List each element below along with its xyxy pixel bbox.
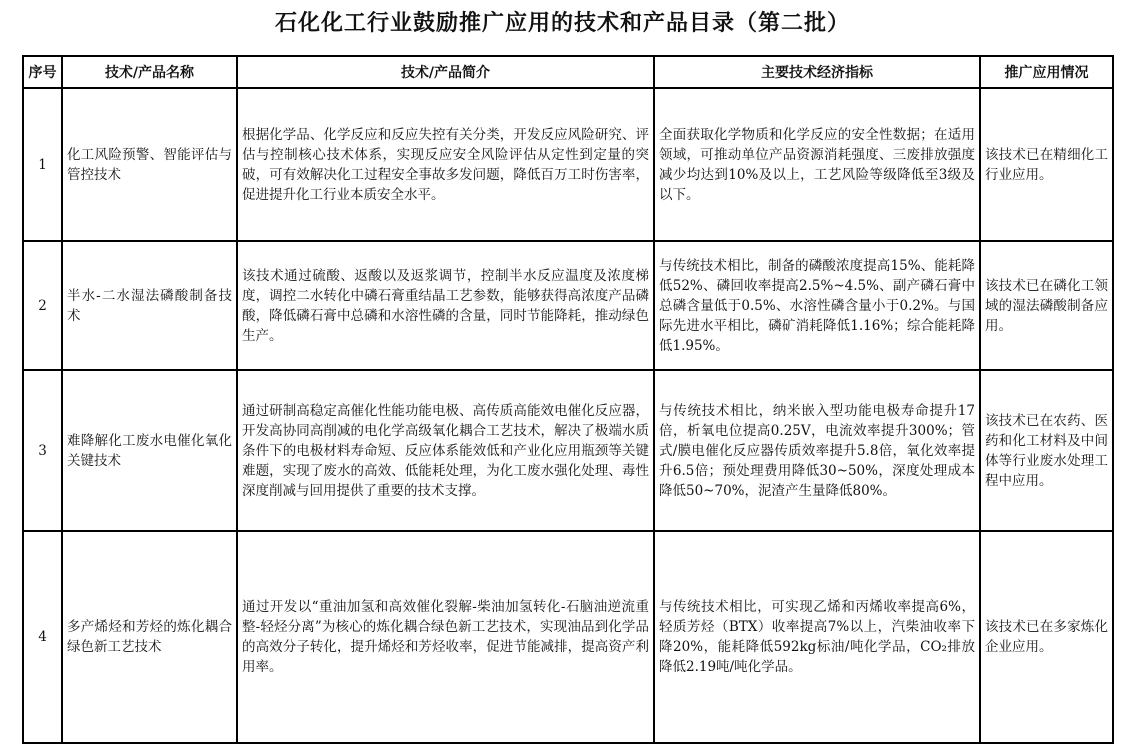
- cell-name: 化工风险预警、智能评估与管控技术: [62, 88, 237, 241]
- cell-intro: 通过研制高稳定高催化性能功能电极、高传质高能效电催化反应器，开发高协同高削减的电化学高级氧化耦合工艺技术，解决了极端水质条件下的电极材料寿命短、反应体系能效低和产业化应用瓶颈等关键难题，实现了废水的高效、低能耗处理，为化工废水强化处理、毒性深度削减与回用提供了重要的技术支撑。: [237, 370, 654, 531]
- cell-seq: 2: [23, 241, 62, 370]
- cell-status: 该技术已在多家炼化企业应用。: [980, 531, 1113, 743]
- header-indicators: 主要技术经济指标: [654, 56, 980, 88]
- cell-status: 该技术已在磷化工领域的湿法磷酸制备应用。: [980, 241, 1113, 370]
- table-row: [23, 531, 1113, 743]
- header-status: 推广应用情况: [980, 56, 1113, 88]
- table-row: [23, 88, 1113, 241]
- page-title: 石化化工行业鼓励推广应用的技术和产品目录（第二批）: [274, 11, 850, 36]
- table-row: [23, 370, 1113, 531]
- cell-name: 难降解化工废水电催化氧化关键技术: [62, 370, 237, 531]
- cell-name: 半水-二水湿法磷酸制备技术: [62, 241, 237, 370]
- cell-name: 多产烯烃和芳烃的炼化耦合绿色新工艺技术: [62, 531, 237, 743]
- catalog-table: [22, 55, 1114, 744]
- cell-seq: 4: [23, 531, 62, 743]
- table-header-row: [23, 56, 1113, 88]
- cell-indicators: 与传统技术相比，制备的磷酸浓度提高15%、能耗降低52%、磷回收率提高2.5%~4.5%、副产磷石膏中总磷含量低于0.5%、水溶性磷含量小于0.2%。与国际先进水平相比，磷矿消耗降低1.16%；综合能耗降低1.95%。: [654, 241, 980, 370]
- cell-status: 该技术已在农药、医药和化工材料及中间体等行业废水处理工程中应用。: [980, 370, 1113, 531]
- cell-indicators: 与传统技术相比，可实现乙烯和丙烯收率提高6%，轻质芳烃（BTX）收率提高7%以上，汽柴油收率下降20%，能耗降低592kg标油/吨化学品，CO₂排放降低2.19吨/吨化学品。: [654, 531, 980, 743]
- table-row: [23, 241, 1113, 370]
- header-seq: 序号: [23, 56, 62, 88]
- header-name: 技术/产品名称: [62, 56, 237, 88]
- cell-status: 该技术已在精细化工行业应用。: [980, 88, 1113, 241]
- cell-indicators: 全面获取化学物质和化学反应的安全性数据；在适用领域，可推动单位产品资源消耗强度、三废排放强度减少均达到10%及以上，工艺风险等级降低至3级及以下。: [654, 88, 980, 241]
- cell-intro: 该技术通过硫酸、返酸以及返浆调节，控制半水反应温度及浓度梯度，调控二水转化中磷石膏重结晶工艺参数，能够获得高浓度产品磷酸，降低磷石膏中总磷和水溶性磷的含量，同时节能降耗，推动绿色生产。: [237, 241, 654, 370]
- cell-intro: 根据化学品、化学反应和反应失控有关分类，开发反应风险研究、评估与控制核心技术体系，实现反应安全风险评估从定性到定量的突破，可有效解决化工过程安全事故多发问题，降低百万工时伤害率，促进提升化工行业本质安全水平。: [237, 88, 654, 241]
- cell-seq: 3: [23, 370, 62, 531]
- cell-indicators: 与传统技术相比，纳米嵌入型功能电极寿命提升17倍，析氧电位提高0.25V，电流效率提升300%；管式/膜电催化反应器传质效率提升5.8倍，氧化效率提升6.5倍；预处理费用降低30~50%，深度处理成本降低50~70%，泥渣产生量降低80%。: [654, 370, 980, 531]
- cell-intro: 通过开发以“重油加氢和高效催化裂解-柴油加氢转化-石脑油逆流重整-轻烃分离”为核心的炼化耦合绿色新工艺技术，实现油品到化学品的高效分子转化，提升烯烃和芳烃收率，促进节能减排，提高资产利用率。: [237, 531, 654, 743]
- cell-seq: 1: [23, 88, 62, 241]
- header-intro: 技术/产品简介: [237, 56, 654, 88]
